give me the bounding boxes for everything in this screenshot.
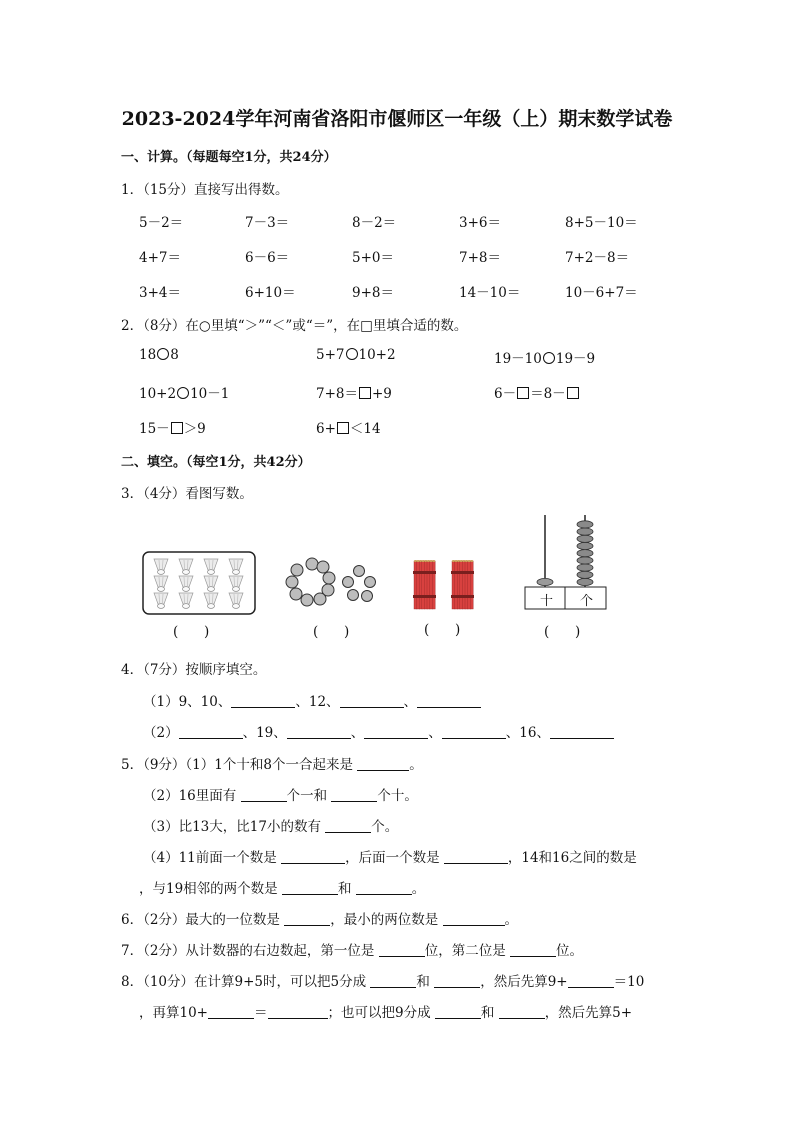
stick-bundle-icon [413, 560, 436, 609]
answer-blank[interactable] [499, 1005, 545, 1019]
question-5-line-3: （3）比13大，比17小的数有 个。 [143, 819, 399, 835]
exercise: 3+4＝ [139, 285, 181, 301]
question-4-line-2: （2） 、19、 、 、 、16、 [143, 721, 614, 741]
question-7: 7．（2分）从计数器的右边数起，第一位是 位，第二位是 位。 [121, 943, 584, 959]
exercise: 5－2＝ [139, 215, 184, 231]
exercise: 6－6＝ [245, 250, 290, 266]
section-heading-calc: 一、计算。（每题每空1分，共24分） [121, 150, 337, 165]
question-1-stem: 1．（15分）直接写出得数。 [121, 182, 289, 198]
answer-box[interactable] [337, 422, 349, 434]
answer-blank[interactable] [356, 881, 412, 895]
answer-circle[interactable] [346, 348, 358, 360]
exercise: 5+0＝ [352, 250, 394, 266]
answer-blank[interactable] [568, 974, 614, 988]
exercise: 7－3＝ [245, 215, 290, 231]
answer-blank[interactable] [442, 725, 506, 739]
fill-item: 7+8＝ +9 [316, 386, 392, 402]
answer-blank[interactable] [435, 1005, 481, 1019]
compare-item: 18 8 [139, 347, 179, 363]
answer-paren[interactable]: ( ) [424, 622, 461, 638]
bead-icon [577, 535, 593, 542]
exercise: 6+10＝ [245, 285, 296, 301]
exercise: 3+6＝ [459, 215, 501, 231]
answer-blank[interactable] [231, 694, 295, 708]
answer-blank[interactable] [434, 974, 480, 988]
question-6: 6．（2分）最大的一位数是 ，最小的两位数是 。 [121, 912, 519, 928]
answer-blank[interactable] [444, 850, 508, 864]
answer-blank[interactable] [284, 912, 330, 926]
shuttlecock-tray-image [140, 549, 258, 617]
exercise: 7+8＝ [459, 250, 501, 266]
question-5-line-2: （2）16里面有 个一和 个十。 [143, 788, 418, 804]
question-3-stem: 3．（4分）看图写数。 [121, 486, 253, 502]
answer-blank[interactable] [443, 912, 505, 926]
answer-blank[interactable] [268, 1005, 328, 1019]
page-title: 2023-2024学年河南省洛阳市偃师区一年级（上）期末数学试卷 [121, 108, 673, 130]
answer-blank[interactable] [417, 694, 481, 708]
ones-label: 个 [580, 594, 594, 609]
bead-icon [577, 528, 593, 535]
answer-paren[interactable]: ( ) [313, 624, 350, 640]
answer-blank[interactable] [179, 725, 243, 739]
answer-box[interactable] [171, 422, 183, 434]
answer-blank[interactable] [510, 943, 556, 957]
bead-icon [577, 578, 593, 585]
exercise: 7+2－8＝ [565, 250, 630, 266]
question-2-stem: 2．（8分）在○里填“＞”“＜”或“＝”，在□里填合适的数。 [121, 318, 468, 334]
fill-item: 15－ ＞9 [139, 421, 206, 437]
bead-icon [577, 550, 593, 557]
answer-blank[interactable] [241, 788, 287, 802]
compare-item: 19－10 19－9 [494, 351, 596, 367]
answer-blank[interactable] [287, 725, 351, 739]
exercise: 14－10＝ [459, 285, 521, 301]
bead-icon [577, 521, 593, 528]
answer-blank[interactable] [281, 850, 345, 864]
stick-bundles-image [410, 557, 480, 614]
question-4-line-1: （1）9、10、 、12、 、 [143, 690, 481, 710]
answer-box[interactable] [359, 387, 371, 399]
question-5-line-5: ，与19相邻的两个数是 和 。 [139, 881, 426, 897]
bead-icon [577, 571, 593, 578]
exercise: 10－6+7＝ [565, 285, 638, 301]
fill-item: 6－ ＝8－ [494, 382, 580, 402]
bead-icon [577, 542, 593, 549]
question-8-line-1: 8．（10分）在计算9+5时，可以把5分成 和 ，然后先算9+ ＝10 [121, 974, 645, 990]
answer-box[interactable] [567, 387, 579, 399]
bead-icon [577, 564, 593, 571]
section-heading-fill: 二、填空。（每空1分，共42分） [121, 455, 311, 470]
bead-icon [577, 557, 593, 564]
answer-circle[interactable] [157, 348, 169, 360]
question-5-line-4: （4）11前面一个数是 ，后面一个数是 ，14和16之间的数是 [143, 850, 637, 866]
circles-image [285, 557, 380, 617]
tens-label: 十 [540, 594, 554, 609]
answer-blank[interactable] [364, 725, 428, 739]
abacus-image [522, 513, 612, 611]
answer-circle[interactable] [177, 387, 189, 399]
answer-blank[interactable] [331, 788, 377, 802]
question-4-stem: 4．（7分）按顺序填空。 [121, 662, 267, 678]
question-8-line-2: ，再算10+ ＝ ；也可以把9分成 和 ，然后先算5+ [139, 1005, 633, 1021]
answer-box[interactable] [517, 387, 529, 399]
answer-blank[interactable] [379, 943, 425, 957]
answer-paren[interactable]: ( ) [173, 624, 210, 640]
answer-blank[interactable] [550, 725, 614, 739]
answer-blank[interactable] [325, 819, 371, 833]
exercise: 4+7＝ [139, 250, 181, 266]
exercise: 8+5－10＝ [565, 215, 638, 231]
question-5-line-1: 5．（9分）（1）1个十和8个一合起来是 。 [121, 757, 423, 773]
answer-blank[interactable] [357, 757, 409, 771]
answer-blank[interactable] [282, 881, 338, 895]
fill-item: 6+ ＜14 [316, 421, 381, 437]
exercise: 8－2＝ [352, 215, 397, 231]
compare-item: 10+2 10－1 [139, 386, 230, 402]
answer-paren[interactable]: ( ) [544, 624, 581, 640]
stick-bundle-icon [451, 560, 474, 609]
answer-circle[interactable] [543, 352, 555, 364]
answer-blank[interactable] [208, 1005, 254, 1019]
compare-item: 5+7 10+2 [316, 347, 396, 363]
answer-blank[interactable] [370, 974, 416, 988]
exercise: 9+8＝ [352, 285, 394, 301]
answer-blank[interactable] [340, 694, 404, 708]
